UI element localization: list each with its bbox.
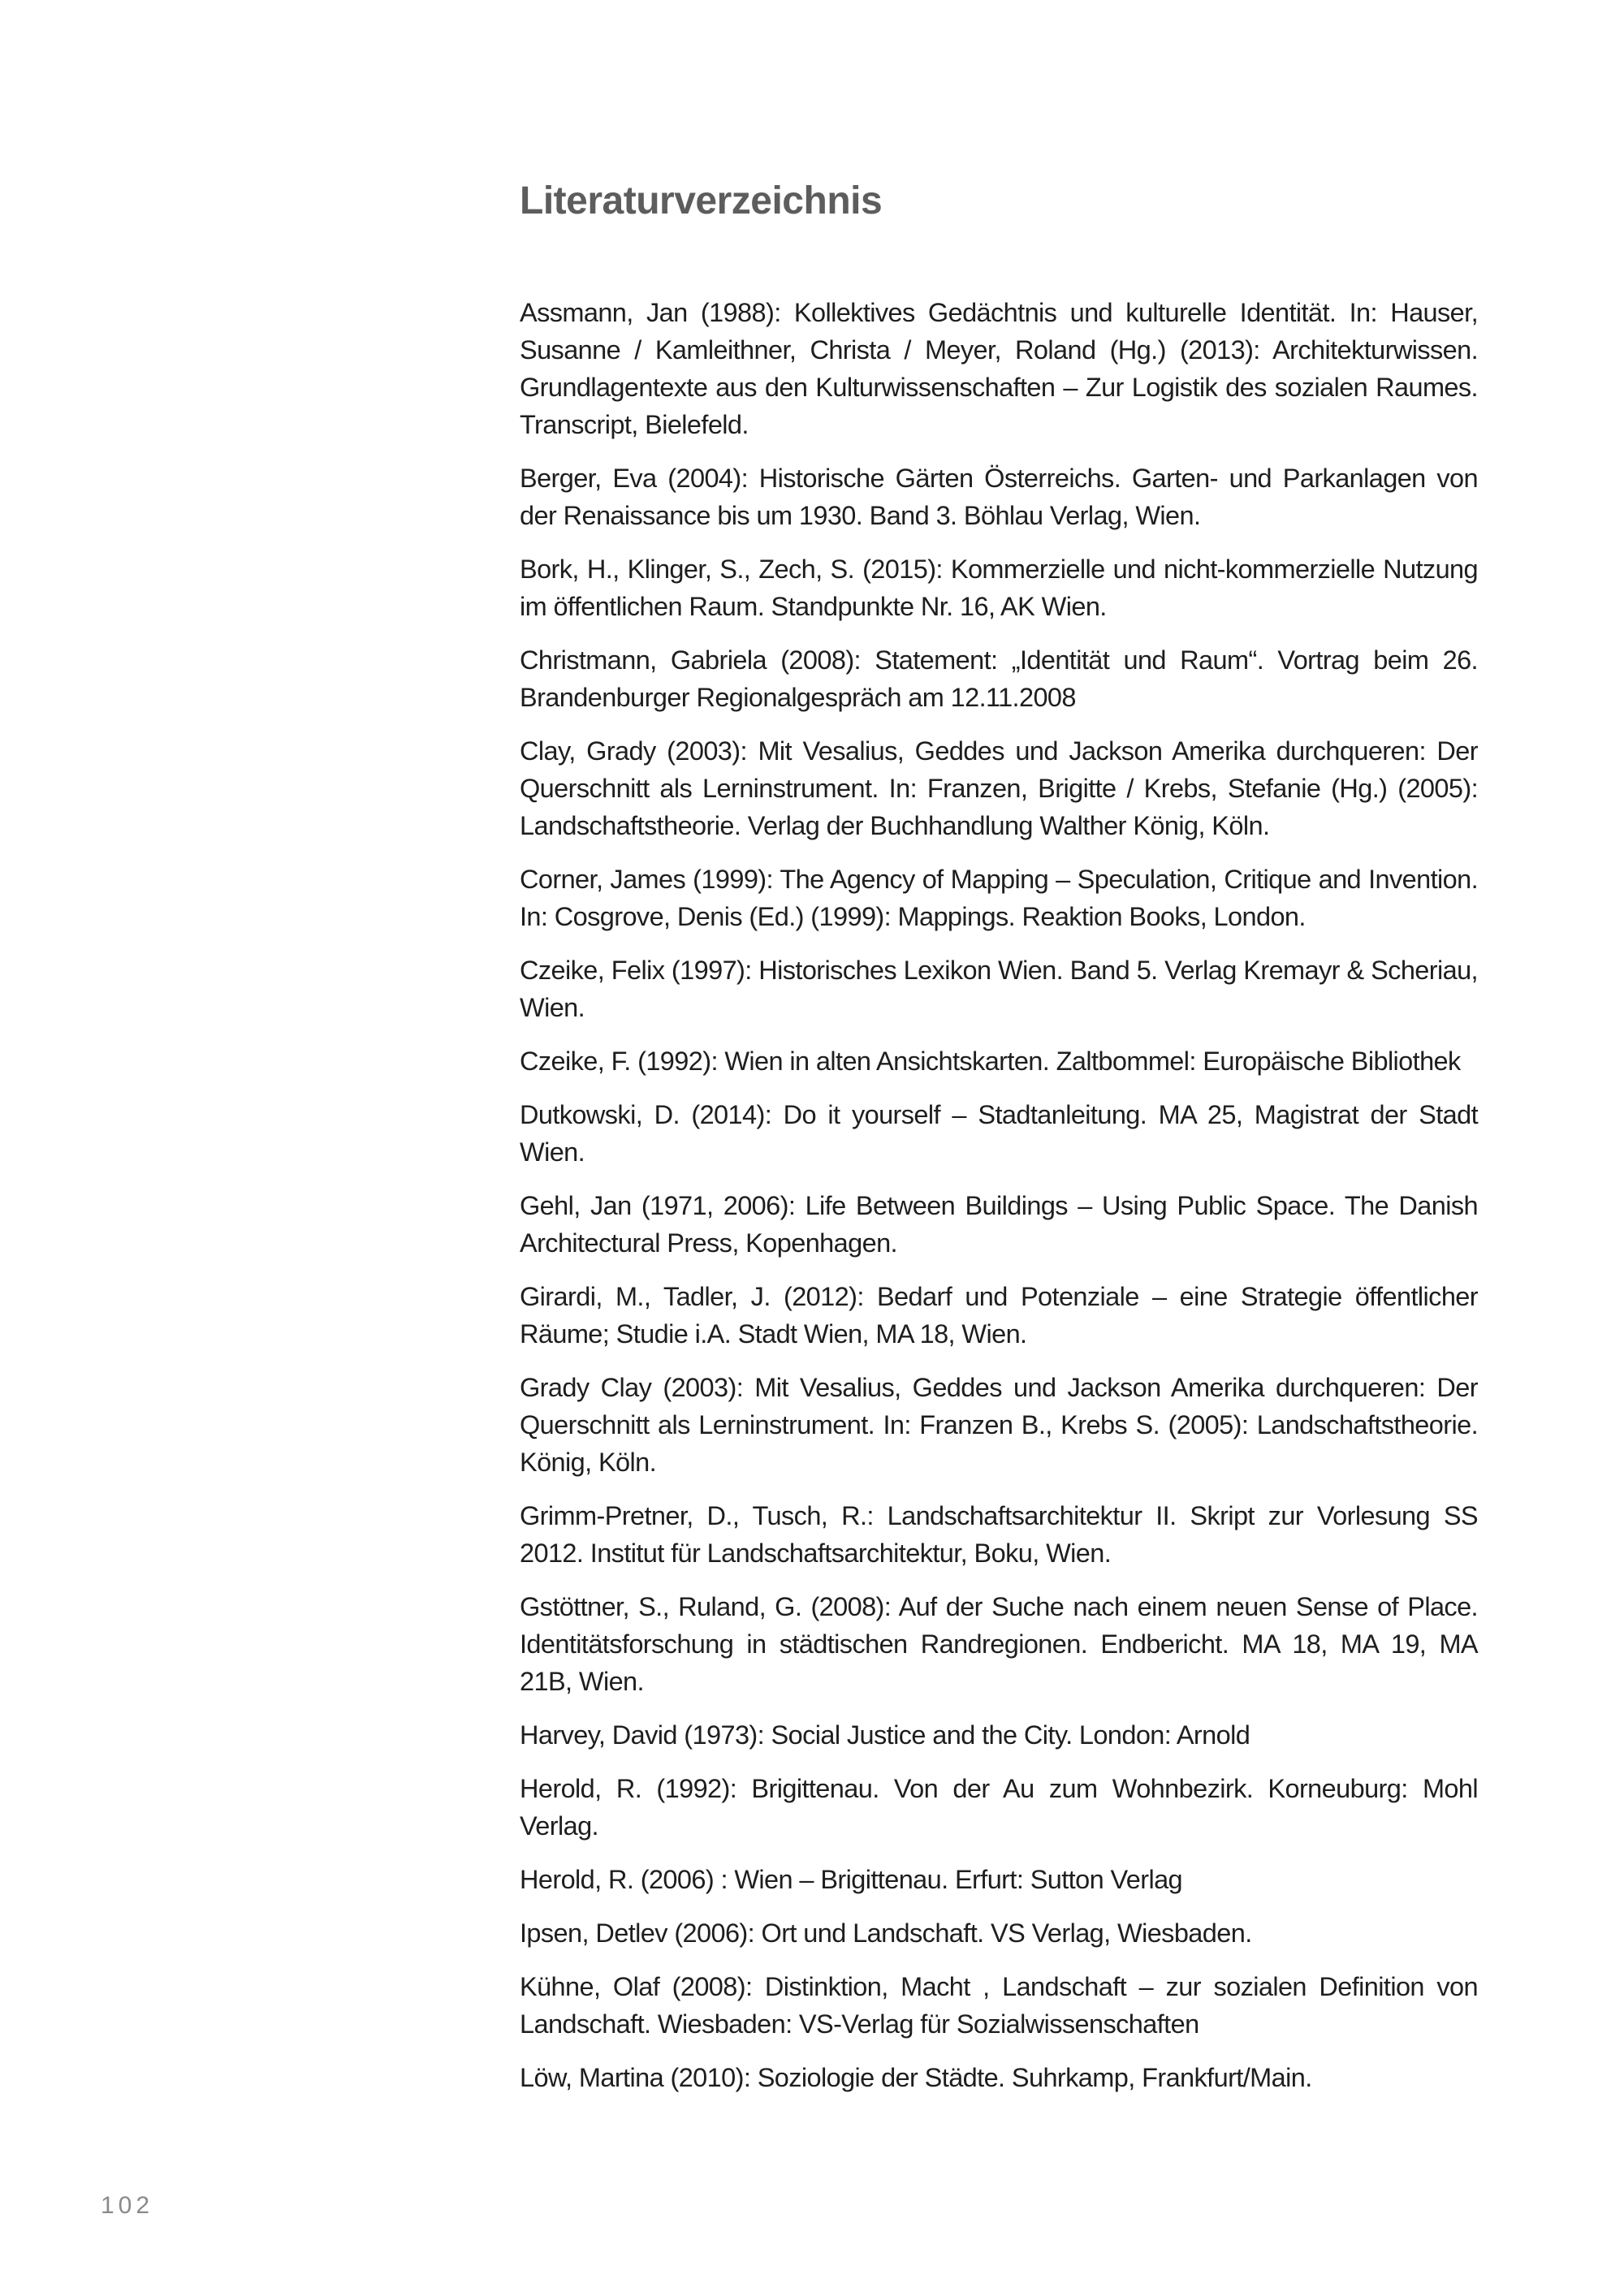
- reference-entry: Herold, R. (2006) : Wien – Brigittenau. Erfurt: Sutton Verlag: [520, 1865, 1183, 1894]
- reference-entry: Czeike, F. (1992): Wien in alten Ansichtskarten. Zaltbommel: Europäische Bibliothek: [520, 1047, 1461, 1076]
- reference-entry: Christmann, Gabriela (2008): Statement: „Identität und Raum“. Vortrag beim 26. Brandenburger Regionalgespräch am 12.11.2008: [520, 645, 1478, 712]
- reference-entry: Harvey, David (1973): Social Justice and the City. London: Arnold: [520, 1720, 1250, 1750]
- reference-entry: Kühne, Olaf (2008): Distinktion, Macht , Landschaft – zur sozialen Definition von Landschaft. Wiesbaden: VS-Verlag für Sozialwissenschaften: [520, 1972, 1478, 2039]
- reference-entry: Grady Clay (2003): Mit Vesalius, Geddes und Jackson Amerika durchqueren: Der Querschnitt als Lerninstrument. In: Franzen B., Krebs S. (2005): Landschaftstheorie. König, Köln.: [520, 1373, 1478, 1477]
- reference-entry: Herold, R. (1992): Brigittenau. Von der Au zum Wohnbezirk. Korneuburg: Mohl Verlag.: [520, 1774, 1478, 1841]
- reference-list: [520, 294, 1478, 2113]
- reference-entry: Czeike, Felix (1997): Historisches Lexikon Wien. Band 5. Verlag Kremayr & Scheriau, Wien.: [520, 956, 1478, 1022]
- page-title: Literaturverzeichnis: [520, 179, 883, 222]
- reference-entry: Clay, Grady (2003): Mit Vesalius, Geddes und Jackson Amerika durchqueren: Der Querschnitt als Lerninstrument. In: Franzen, Brigitte / Krebs, Stefanie (Hg.) (2005): Landschaftstheorie. Verlag der Buchhandlung Walther König, Köln.: [520, 736, 1478, 840]
- reference-entry: Corner, James (1999): The Agency of Mapping – Speculation, Critique and Invention. In: Cosgrove, Denis (Ed.) (1999): Mappings. Reaktion Books, London.: [520, 865, 1478, 931]
- reference-entry: Ipsen, Detlev (2006): Ort und Landschaft. VS Verlag, Wiesbaden.: [520, 1918, 1252, 1948]
- reference-entry: Grimm-Pretner, D., Tusch, R.: Landschaftsarchitektur II. Skript zur Vorlesung SS 2012. Institut für Landschaftsarchitektur, Boku, Wien.: [520, 1501, 1478, 1568]
- reference-entry: Löw, Martina (2010): Soziologie der Städte. Suhrkamp, Frankfurt/Main.: [520, 2063, 1312, 2092]
- reference-entry: Dutkowski, D. (2014): Do it yourself – Stadtanleitung. MA 25, Magistrat der Stadt Wien.: [520, 1100, 1478, 1167]
- reference-entry: Assmann, Jan (1988): Kollektives Gedächtnis und kulturelle Identität. In: Hauser, Susanne / Kamleithner, Christa / Meyer, Roland (Hg.) (2013): Architekturwissen. Grundlagentexte aus den Kulturwissenschaften – Zur Logistik des sozialen Raumes. Transcript, Bielefeld.: [520, 298, 1478, 439]
- reference-entry: Berger, Eva (2004): Historische Gärten Österreichs. Garten- und Parkanlagen von der Renaissance bis um 1930. Band 3. Böhlau Verlag, Wien.: [520, 464, 1478, 530]
- reference-entry: Gehl, Jan (1971, 2006): Life Between Buildings – Using Public Space. The Danish Architectural Press, Kopenhagen.: [520, 1191, 1478, 1258]
- reference-entry: Gstöttner, S., Ruland, G. (2008): Auf der Suche nach einem neuen Sense of Place. Identitätsforschung in städtischen Randregionen. Endbericht. MA 18, MA 19, MA 21B, Wien.: [520, 1592, 1478, 1696]
- page-number: 102: [101, 2192, 154, 2219]
- reference-entry: Bork, H., Klinger, S., Zech, S. (2015): Kommerzielle und nicht-kommerzielle Nutzung im öffentlichen Raum. Standpunkte Nr. 16, AK Wien.: [520, 555, 1478, 621]
- reference-entry: Girardi, M., Tadler, J. (2012): Bedarf und Potenziale – eine Strategie öffentlicher Räume; Studie i.A. Stadt Wien, MA 18, Wien.: [520, 1282, 1478, 1349]
